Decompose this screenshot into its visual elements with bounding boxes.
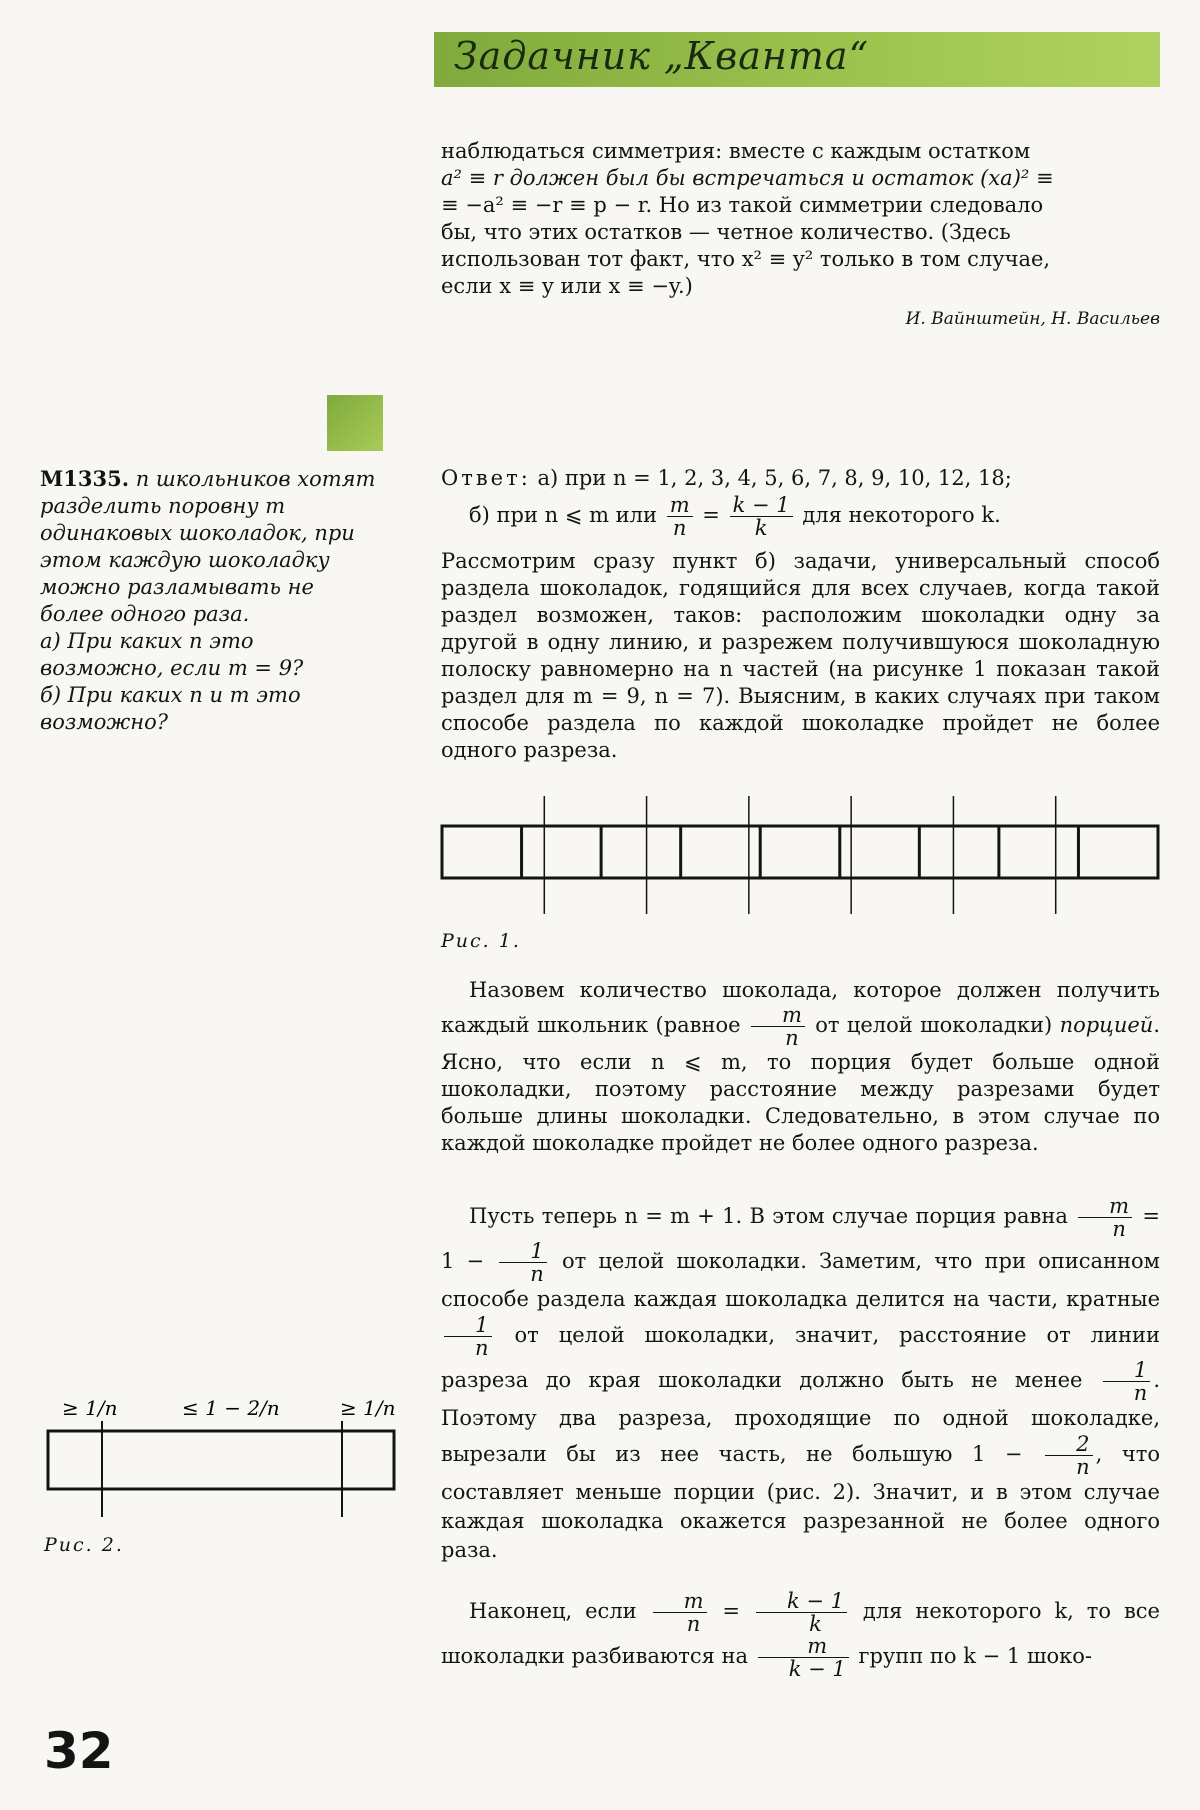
paragraph-method: Рассмотрим сразу пункт б) задачи, универсальный способ раздела шоколадок, годящийся для всех случаев, когда такой раздел возможен, таков: расположим шоколадки одну за другой в одну линию, и разрежем получившуюся шоколадную полоску равномерно на n частей (на рисунке 1 показан такой раздел для m = 9, n = 7). Выясним, в каких случаях при таком способе раздела по каждой шоколадке пройдет не более одного разреза.: [441, 549, 1160, 762]
fraction-m-over-n: $\frac{m}{n}$: [1078, 1195, 1132, 1240]
text-span: Назовем количество шоколада, которое должен получить каждый школьник (равное: [441, 978, 1160, 1037]
label-left: ≥ 1/n: [62, 1396, 118, 1420]
text-line: ≡ −a² ≡ −r ≡ p − r. Но из такой симметрии следовало: [441, 193, 1044, 217]
text-span: Пусть теперь n = m + 1. В этом случае порция равна: [469, 1204, 1068, 1228]
text-line: если x ≡ y или x ≡ −y.): [441, 274, 693, 298]
fraction-m-over-k1: $\frac{m}{k - 1}$: [758, 1635, 849, 1680]
page-number: 32: [44, 1722, 114, 1780]
section-title: Задачник „Кванта“: [454, 34, 869, 78]
text-span: от целой шоколадки): [815, 1013, 1053, 1037]
top-paragraph: [441, 138, 1160, 300]
paragraph-portion: [441, 977, 1160, 1157]
answer-label: Ответ:: [441, 466, 531, 490]
text-span: , что составляет меньше порции (рис. 2). Значит, и в этом случае каждая шоколадка окажется разрезанной не более одного раза.: [441, 1442, 1160, 1562]
label-right: ≥ 1/n: [340, 1396, 396, 1420]
text-line: бы, что этих остатков — четное количество. (Здесь: [441, 220, 1011, 244]
figure-2-caption: Рис. 2.: [44, 1534, 124, 1556]
label-middle: ≤ 1 − 2/n: [182, 1396, 280, 1420]
problem-marker: [327, 395, 383, 451]
text-span: для некоторого k, то все шоколадки разбиваются на: [441, 1599, 1160, 1668]
fraction-k1-over-k: $\frac{k - 1}{k}$: [756, 1590, 847, 1635]
section-banner: [434, 32, 1160, 87]
fraction-2-over-n: $\frac{2}{n}$: [1045, 1433, 1093, 1478]
problem-part-b: б) При каких n и m это возможно?: [40, 683, 301, 734]
answer-block: Ответ: а) при n = 1, 2, 3, 4, 5, 6, 7, 8, 9, 10, 12, 18; б) при n ⩽ m или $\frac{m}{n}$ = $\frac{k - 1}{k}$ для некоторого k.: [441, 466, 1012, 540]
text-line: наблюдаться симметрия: вместе с каждым остатком: [441, 139, 1031, 163]
fraction-1-over-n: $\frac{1}{n}$: [1103, 1359, 1151, 1404]
text-span: от целой шоколадки. Заметим, что при описанном способе раздела каждая шоколадка делится на части, кратные: [441, 1249, 1160, 1311]
paragraph-case-m-plus-1: [441, 1195, 1160, 1565]
problem-part-a: а) При каких n это возможно, если m = 9?: [40, 629, 304, 680]
text-line: использован тот факт, что x² ≡ y² только в том случае,: [441, 247, 1051, 271]
text-line: a² ≡ r должен был бы встречаться и остаток (xa)² ≡: [441, 166, 1054, 190]
figure-1-caption: Рис. 1.: [441, 930, 521, 952]
text-span: . Поэтому два разреза, проходящие по одной шоколадке, вырезали бы из нее часть, не большую 1 −: [441, 1368, 1160, 1466]
chocolate-strip: [442, 826, 1158, 878]
text-span: . Ясно, что если n ⩽ m, то порция будет больше одной шоколадки, поэтому расстояние между разрезами будет больше длины шоколадки. Следовательно, в этом случае по каждой шоколадке пройдет не более одного разреза.: [441, 1013, 1160, 1155]
answer-a: а) при n = 1, 2, 3, 4, 5, 6, 7, 8, 9, 10, 12, 18;: [537, 466, 1012, 490]
fraction-k1-over-k: $\frac{k - 1}{k}$: [730, 494, 793, 539]
attribution: И. Вайнштейн, Н. Васильев: [905, 309, 1160, 329]
term-portion: порцией: [1059, 1013, 1154, 1037]
fraction-1-over-n: $\frac{1}{n}$: [499, 1240, 547, 1285]
text-span: от целой шоколадки, значит, расстояние от линии разреза до края шоколадки должно быть не менее: [441, 1323, 1160, 1392]
fraction-1-over-n: $\frac{1}{n}$: [444, 1314, 492, 1359]
paragraph-general-case: Наконец, если $\frac{m}{n}$ = $\frac{k - 1}{k}$ для некоторого k, то все шоколадки разбиваются на $\frac{m}{k - 1}$ групп по k − 1 шоко-: [441, 1589, 1160, 1681]
text-span: групп по k − 1 шоко-: [858, 1644, 1092, 1668]
cut-lines: [544, 796, 1055, 914]
text-span: = 1 −: [441, 1204, 1160, 1273]
problem-number: M1335.: [40, 466, 130, 491]
bar-dividers: [522, 826, 1079, 878]
problem-text: n школьников хотят разделить поровну m одинаковых шоколадок, при этом каждую шоколадку можно разламывать не более одного раза.: [40, 467, 376, 626]
fraction-m-over-n: $\frac{m}{n}$: [667, 494, 693, 539]
answer-b-pre: б) при n ⩽ m или: [469, 503, 658, 527]
fraction-m-over-n: $\frac{m}{n}$: [653, 1590, 707, 1635]
figure-1: [430, 792, 1170, 942]
figure-2: [40, 1385, 410, 1525]
answer-b-post: для некоторого k.: [802, 503, 1001, 527]
problem-statement: [40, 465, 380, 736]
text-span: Наконец, если: [469, 1599, 637, 1623]
fraction-m-over-n: $\frac{m}{n}$: [751, 1004, 805, 1049]
